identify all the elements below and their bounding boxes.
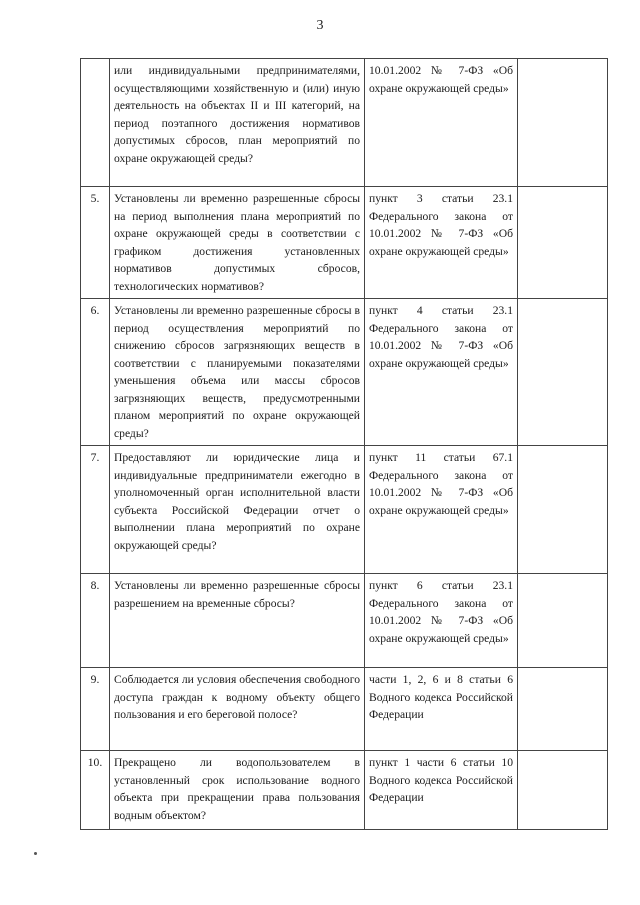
legal-reference-cell: пункт 3 статьи 23.1 Федерального закона от 10.01.2002 № 7-ФЗ «Об охране окружающей среды» bbox=[365, 187, 518, 299]
answer-cell bbox=[518, 446, 608, 574]
legal-reference-cell: пункт 11 статьи 67.1 Федерального закона от 10.01.2002 № 7-ФЗ «Об охране окружающей среды» bbox=[365, 446, 518, 574]
answer-cell bbox=[518, 187, 608, 299]
answer-cell bbox=[518, 299, 608, 446]
page-number: 3 bbox=[316, 18, 324, 33]
table-row bbox=[81, 59, 608, 187]
table-row bbox=[81, 187, 608, 299]
row-number: 10. bbox=[81, 751, 110, 830]
answer-cell bbox=[518, 574, 608, 668]
table-row bbox=[81, 751, 608, 830]
row-number: 6. bbox=[81, 299, 110, 446]
row-number: 7. bbox=[81, 446, 110, 574]
legal-reference-cell: части 1, 2, 6 и 8 статьи 6 Водного кодекса Российской Федерации bbox=[365, 668, 518, 751]
legal-reference-cell: пункт 1 части 6 статьи 10 Водного кодекса Российской Федерации bbox=[365, 751, 518, 830]
answer-cell bbox=[518, 751, 608, 830]
answer-cell bbox=[518, 668, 608, 751]
question-cell: Прекращено ли водопользователем в установленный срок использование водного объекта при прекращении права пользования водным объектом? bbox=[110, 751, 365, 830]
scan-speck bbox=[34, 852, 37, 855]
question-cell: Предоставляют ли юридические лица и индивидуальные предприниматели ежегодно в уполномоченный орган исполнительной власти субъекта Российской Федерации отчет о выполнении плана мероприятий по охране окружающей среды? bbox=[110, 446, 365, 574]
question-cell: Установлены ли временно разрешенные сбросы в период осуществления мероприятий по снижению сбросов загрязняющих веществ в соответствии с планируемыми показателями уменьшения объема или массы сбросов загрязняющих веществ, предусмотренными планом мероприятий по охране окружающей среды? bbox=[110, 299, 365, 446]
legal-reference-cell: 10.01.2002 № 7-ФЗ «Об охране окружающей среды» bbox=[365, 59, 518, 187]
question-cell: или индивидуальными предпринимателями, осуществляющими хозяйственную и (или) иную деятельность на объектах II и III категорий, на период поэтапного достижения нормативов допустимых сбросов, план мероприятий по охране окружающей среды? bbox=[110, 59, 365, 187]
legal-reference-cell: пункт 6 статьи 23.1 Федерального закона от 10.01.2002 № 7-ФЗ «Об охране окружающей среды» bbox=[365, 574, 518, 668]
table-row bbox=[81, 574, 608, 668]
legal-reference-cell: пункт 4 статьи 23.1 Федерального закона от 10.01.2002 № 7-ФЗ «Об охране окружающей среды» bbox=[365, 299, 518, 446]
row-number: 5. bbox=[81, 187, 110, 299]
question-cell: Установлены ли временно разрешенные сбросы на период выполнения плана мероприятий по охране окружающей среды в соответствии с графиком достижения установленных нормативов допустимых сбросов, технологических нормативов? bbox=[110, 187, 365, 299]
answer-cell bbox=[518, 59, 608, 187]
row-number bbox=[81, 59, 110, 187]
table-row bbox=[81, 299, 608, 446]
question-cell: Установлены ли временно разрешенные сбросы разрешением на временные сбросы? bbox=[110, 574, 365, 668]
question-cell: Соблюдается ли условия обеспечения свободного доступа граждан к водному объекту общего пользования и его береговой полосе? bbox=[110, 668, 365, 751]
table-row bbox=[81, 668, 608, 751]
checklist-table bbox=[80, 58, 608, 830]
table-row bbox=[81, 446, 608, 574]
row-number: 9. bbox=[81, 668, 110, 751]
row-number: 8. bbox=[81, 574, 110, 668]
